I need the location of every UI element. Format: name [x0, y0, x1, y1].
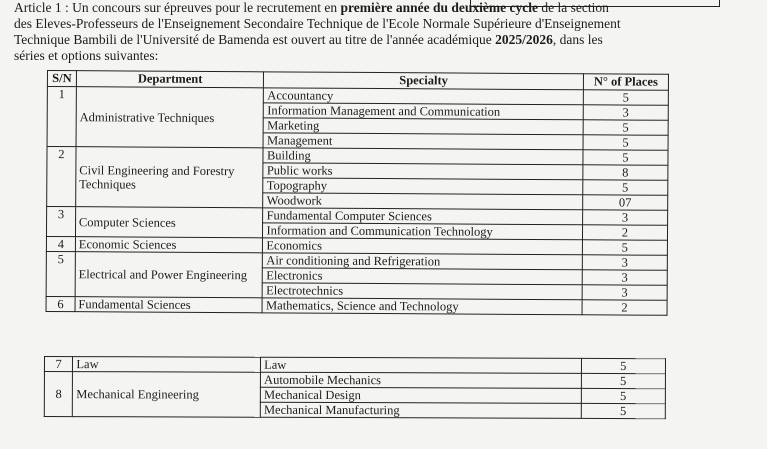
cell-specialty: Fundamental Computer Sciences — [263, 208, 582, 225]
cell-department: Administrative Techniques — [76, 87, 264, 148]
cell-specialty: Building — [263, 148, 582, 165]
cell-places: 3 — [582, 270, 667, 286]
cell-places: 2 — [582, 225, 667, 241]
cell-places: 5 — [583, 180, 668, 196]
article-line-1-tail: de la section — [537, 0, 609, 15]
cell-specialty: Accountancy — [264, 88, 583, 105]
cell-places: 3 — [583, 105, 668, 121]
cell-specialty: Woodwork — [263, 193, 582, 210]
cell-places: 5 — [583, 120, 668, 136]
article-line-3-lead: Technique Bambili de l'Université de Bamenda est ouvert au titre de l'année académique — [14, 32, 496, 47]
cell-specialty: Public works — [263, 163, 582, 180]
cell-places: 5 — [582, 240, 667, 256]
places-table-main — [46, 70, 669, 316]
article-line-3 — [14, 32, 759, 48]
cell-department: Electrical and Power Engineering — [75, 252, 263, 298]
article-line-1 — [14, 0, 759, 16]
cell-places: 5 — [581, 388, 666, 403]
cell-specialty: Mechanical Manufacturing — [260, 402, 580, 418]
cell-specialty: Automobile Mechanics — [261, 372, 581, 388]
cell-department: Civil Engineering and Forestry Techniques — [76, 147, 264, 208]
cell-specialty: Electrotechnics — [263, 283, 582, 300]
article-line-1-lead: Article 1 : Un concours sur épreuves pour le recrutement en — [14, 0, 341, 15]
cell-department: Computer Sciences — [75, 207, 263, 238]
cell-places: 5 — [581, 358, 666, 373]
academic-year: 2025/2026 — [495, 32, 553, 47]
article-paragraph — [14, 0, 759, 64]
cell-places: 3 — [582, 210, 667, 226]
cell-places: 3 — [582, 255, 667, 271]
article-line-2: des Eleves-Professeurs de l'Enseignement Secondaire Technique de l'Ecole Normale Supérieure d'Enseignement — [14, 16, 621, 31]
places-table-continued — [44, 356, 666, 419]
cell-specialty: Electronics — [263, 268, 582, 285]
cell-places: 8 — [583, 165, 668, 181]
cell-places: 5 — [581, 403, 666, 418]
table-row — [47, 207, 668, 226]
cell-sn: 8 — [44, 372, 73, 417]
cell-specialty: Air conditioning and Refrigeration — [263, 253, 582, 270]
header-sn: S/N — [47, 71, 76, 87]
cell-specialty: Law — [261, 357, 581, 373]
article-line-4: séries et options suivantes: — [14, 48, 159, 63]
table-row — [46, 296, 667, 315]
cell-places: 5 — [583, 90, 668, 106]
cell-places: 07 — [582, 195, 667, 211]
cell-sn: 1 — [47, 87, 76, 147]
cell-department: Mechanical Engineering — [73, 372, 261, 418]
table-row — [44, 372, 665, 389]
header-department: Department — [76, 71, 264, 88]
table-row — [46, 251, 667, 270]
cell-department: Fundamental Sciences — [75, 297, 263, 313]
article-line-3-tail: , dans les — [552, 32, 603, 47]
cell-sn: 4 — [46, 236, 75, 251]
cell-sn: 5 — [46, 251, 75, 296]
cell-department: Economic Sciences — [75, 237, 263, 253]
header-specialty: Specialty — [264, 72, 583, 90]
cell-specialty: Marketing — [264, 118, 583, 135]
cell-specialty: Management — [264, 133, 583, 150]
cell-places: 5 — [583, 135, 668, 151]
article-line-1-bold: première année du deuxième cycle — [340, 0, 538, 15]
cell-places: 3 — [582, 285, 667, 301]
cell-specialty: Economics — [263, 238, 582, 255]
cell-specialty: Mathematics, Science and Technology — [263, 298, 582, 315]
cell-sn: 7 — [44, 357, 73, 372]
cell-specialty: Topography — [263, 178, 582, 195]
cell-specialty: Information and Communication Technology — [263, 223, 582, 240]
cell-specialty: Information Management and Communication — [264, 103, 583, 120]
cell-specialty: Mechanical Design — [260, 387, 580, 403]
header-places: N° of Places — [583, 74, 668, 91]
cell-sn: 6 — [46, 296, 75, 311]
cell-places: 5 — [581, 373, 666, 388]
cell-places: 2 — [582, 300, 667, 316]
cell-sn: 3 — [46, 207, 75, 237]
cell-department: Law — [73, 357, 261, 373]
cell-sn: 2 — [47, 147, 76, 207]
cell-places: 5 — [583, 150, 668, 166]
